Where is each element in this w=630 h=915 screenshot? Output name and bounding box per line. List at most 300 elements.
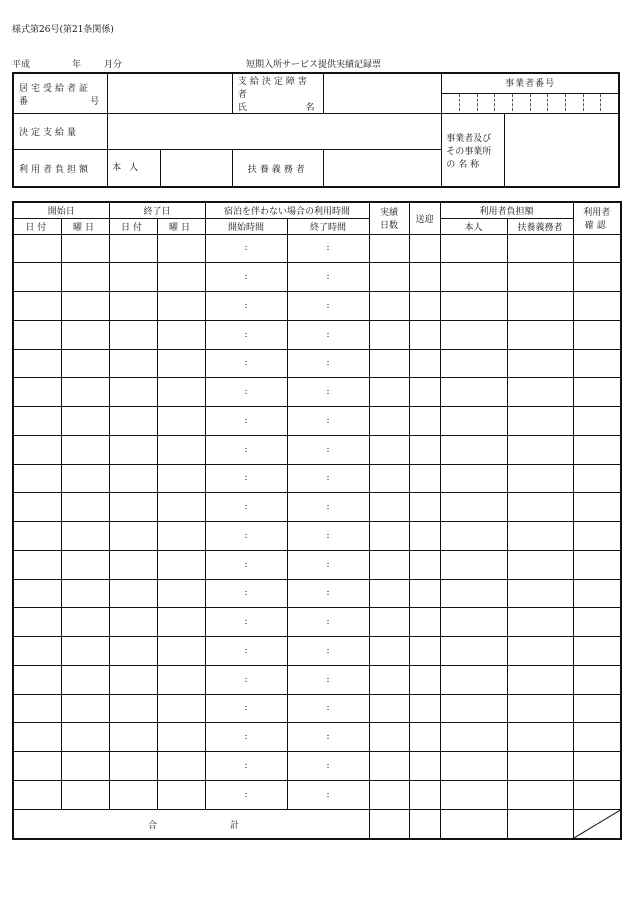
start-date-cell[interactable]	[13, 378, 61, 407]
start-date-cell[interactable]	[13, 579, 61, 608]
days-cell[interactable]	[369, 493, 409, 522]
transport-cell[interactable]	[409, 723, 440, 752]
start-time-cell[interactable]	[205, 694, 287, 723]
start-date-cell[interactable]	[13, 608, 61, 637]
start-weekday-cell[interactable]	[61, 320, 109, 349]
time-colon: :	[244, 760, 248, 771]
time-colon: :	[244, 444, 248, 455]
self-burden-cell[interactable]	[440, 579, 507, 608]
self-burden-cell	[108, 150, 233, 188]
confirm-cell[interactable]	[573, 608, 621, 637]
start-time-cell[interactable]	[205, 752, 287, 781]
end-time-cell[interactable]	[287, 665, 369, 694]
provider-name-field[interactable]	[504, 114, 619, 188]
transport-cell[interactable]	[409, 752, 440, 781]
end-date-cell[interactable]	[109, 723, 157, 752]
days-cell[interactable]	[369, 320, 409, 349]
end-time-cell[interactable]	[287, 435, 369, 464]
start-weekday-cell[interactable]	[61, 579, 109, 608]
confirm-cell[interactable]	[573, 292, 621, 321]
transport-cell[interactable]	[409, 637, 440, 666]
self-burden-cell[interactable]	[440, 665, 507, 694]
end-weekday-cell[interactable]	[157, 234, 205, 263]
end-date-cell[interactable]	[109, 752, 157, 781]
confirm-cell[interactable]	[573, 780, 621, 809]
start-time-cell[interactable]	[205, 665, 287, 694]
time-colon: :	[244, 674, 248, 685]
days-cell[interactable]	[369, 694, 409, 723]
end-date-cell[interactable]	[109, 263, 157, 292]
start-date-cell[interactable]	[13, 522, 61, 551]
decided-amount-field[interactable]	[108, 114, 442, 150]
time-colon: :	[244, 617, 248, 628]
end-time-cell[interactable]	[287, 493, 369, 522]
self-burden-cell[interactable]	[440, 637, 507, 666]
start-time-cell[interactable]	[205, 263, 287, 292]
start-weekday-cell[interactable]	[61, 464, 109, 493]
confirm-cell[interactable]	[573, 665, 621, 694]
start-weekday-cell[interactable]	[61, 407, 109, 436]
guardian-burden-cell[interactable]	[507, 637, 573, 666]
days-cell[interactable]	[369, 435, 409, 464]
self-label: 本人	[108, 150, 161, 186]
time-colon: :	[326, 444, 330, 455]
record-row	[13, 723, 621, 752]
end-weekday-cell[interactable]	[157, 723, 205, 752]
start-time-cell[interactable]	[205, 435, 287, 464]
confirm-cell[interactable]	[573, 723, 621, 752]
record-row	[13, 464, 621, 493]
record-row	[13, 579, 621, 608]
year-label: 年	[72, 60, 82, 70]
recipient-number-field[interactable]	[108, 73, 233, 114]
provider-number-label: 事業者番号	[442, 76, 618, 94]
time-colon: :	[244, 329, 248, 340]
total-label: 合 計	[13, 809, 369, 839]
start-date-cell[interactable]	[13, 435, 61, 464]
self-burden-cell[interactable]	[440, 407, 507, 436]
time-colon: :	[326, 674, 330, 685]
end-weekday-cell[interactable]	[157, 522, 205, 551]
self-burden-cell[interactable]	[440, 723, 507, 752]
end-date-cell[interactable]	[109, 579, 157, 608]
time-colon: :	[244, 243, 248, 254]
days-cell[interactable]	[369, 665, 409, 694]
time-colon: :	[326, 300, 330, 311]
start-time-cell[interactable]	[205, 522, 287, 551]
time-colon: :	[326, 502, 330, 513]
self-burden-cell[interactable]	[440, 435, 507, 464]
time-colon: :	[244, 645, 248, 656]
record-row	[13, 780, 621, 809]
total-transport[interactable]	[409, 809, 440, 839]
start-weekday-cell[interactable]	[61, 292, 109, 321]
end-time-cell[interactable]	[287, 234, 369, 263]
self-burden-cell[interactable]	[440, 752, 507, 781]
start-date-cell[interactable]	[13, 349, 61, 378]
end-date-cell[interactable]	[109, 694, 157, 723]
start-weekday-cell[interactable]	[61, 752, 109, 781]
end-weekday-cell[interactable]	[157, 694, 205, 723]
guardian-burden-cell[interactable]	[507, 349, 573, 378]
start-date-cell[interactable]	[13, 234, 61, 263]
end-weekday-cell[interactable]	[157, 435, 205, 464]
start-date-cell[interactable]	[13, 780, 61, 809]
time-colon: :	[244, 732, 248, 743]
confirm-cell[interactable]	[573, 464, 621, 493]
guardian-burden-cell[interactable]	[507, 435, 573, 464]
usage-time-header: 宿泊を伴わない場合の利用時間	[205, 202, 369, 218]
provider-number-cell	[442, 73, 619, 114]
guardian-burden-cell[interactable]	[507, 608, 573, 637]
start-weekday-cell[interactable]	[61, 637, 109, 666]
recipient-number-label: 居宅受給者証 番 号	[13, 73, 108, 114]
end-time-cell[interactable]	[287, 780, 369, 809]
start-weekday-cell[interactable]	[61, 780, 109, 809]
end-date-cell[interactable]	[109, 665, 157, 694]
confirm-cell[interactable]	[573, 752, 621, 781]
end-date-col: 日付	[109, 218, 157, 234]
start-date-cell[interactable]	[13, 637, 61, 666]
start-weekday-cell[interactable]	[61, 349, 109, 378]
guardian-burden-cell[interactable]	[507, 378, 573, 407]
start-time-cell[interactable]	[205, 320, 287, 349]
end-date-cell[interactable]	[109, 378, 157, 407]
self-burden-cell[interactable]	[440, 349, 507, 378]
start-weekday-cell[interactable]	[61, 665, 109, 694]
record-row	[13, 378, 621, 407]
days-cell[interactable]	[369, 234, 409, 263]
guardian-burden-field[interactable]	[323, 150, 442, 188]
start-date-cell[interactable]	[13, 320, 61, 349]
total-confirm-crossed	[573, 809, 621, 839]
days-cell[interactable]	[369, 752, 409, 781]
self-burden-cell[interactable]	[440, 378, 507, 407]
time-colon: :	[244, 559, 248, 570]
record-row	[13, 263, 621, 292]
start-weekday-cell[interactable]	[61, 234, 109, 263]
recipient-info-table	[12, 72, 620, 188]
time-colon: :	[326, 473, 330, 484]
end-time-cell[interactable]	[287, 378, 369, 407]
self-burden-cell[interactable]	[440, 464, 507, 493]
end-weekday-cell[interactable]	[157, 378, 205, 407]
time-colon: :	[326, 559, 330, 570]
guardian-burden-cell[interactable]	[507, 493, 573, 522]
guardian-burden-cell[interactable]	[507, 292, 573, 321]
guardian-burden-cell[interactable]	[507, 694, 573, 723]
end-time-col: 終了時間	[287, 218, 369, 234]
time-colon: :	[244, 502, 248, 513]
transport-cell[interactable]	[409, 435, 440, 464]
self-burden-cell[interactable]	[440, 234, 507, 263]
start-date-cell[interactable]	[13, 752, 61, 781]
confirm-cell[interactable]	[573, 234, 621, 263]
time-colon: :	[244, 588, 248, 599]
time-colon: :	[244, 530, 248, 541]
days-cell[interactable]	[369, 292, 409, 321]
end-time-cell[interactable]	[287, 263, 369, 292]
end-weekday-cell[interactable]	[157, 493, 205, 522]
start-date-cell[interactable]	[13, 263, 61, 292]
start-date-cell[interactable]	[13, 723, 61, 752]
month-label: 月分	[104, 60, 123, 70]
self-burden-cell[interactable]	[440, 493, 507, 522]
end-weekday-cell[interactable]	[157, 320, 205, 349]
days-cell[interactable]	[369, 550, 409, 579]
guardian-burden-cell[interactable]	[507, 723, 573, 752]
end-time-cell[interactable]	[287, 694, 369, 723]
self-burden-col: 本人	[440, 218, 507, 234]
guardian-burden-cell[interactable]	[507, 464, 573, 493]
guardian-burden-cell[interactable]	[507, 522, 573, 551]
start-date-cell[interactable]	[13, 665, 61, 694]
end-date-cell[interactable]	[109, 435, 157, 464]
time-colon: :	[326, 588, 330, 599]
start-date-cell[interactable]	[13, 292, 61, 321]
self-burden-cell[interactable]	[440, 522, 507, 551]
end-weekday-cell[interactable]	[157, 752, 205, 781]
transport-cell[interactable]	[409, 522, 440, 551]
burden-header: 利用者負担額	[440, 202, 573, 218]
confirm-cell[interactable]	[573, 263, 621, 292]
end-date-cell[interactable]	[109, 349, 157, 378]
start-time-cell[interactable]	[205, 349, 287, 378]
end-date-cell[interactable]	[109, 407, 157, 436]
confirm-cell[interactable]	[573, 579, 621, 608]
days-cell[interactable]	[369, 579, 409, 608]
days-cell[interactable]	[369, 608, 409, 637]
end-date-cell[interactable]	[109, 320, 157, 349]
time-colon: :	[326, 329, 330, 340]
days-cell[interactable]	[369, 780, 409, 809]
end-time-cell[interactable]	[287, 608, 369, 637]
end-date-cell[interactable]	[109, 522, 157, 551]
transport-cell[interactable]	[409, 378, 440, 407]
end-time-cell[interactable]	[287, 550, 369, 579]
transport-cell[interactable]	[409, 550, 440, 579]
guardian-burden-cell[interactable]	[507, 780, 573, 809]
total-guardian-burden[interactable]	[507, 809, 573, 839]
start-time-cell[interactable]	[205, 608, 287, 637]
time-colon: :	[244, 300, 248, 311]
confirm-cell[interactable]	[573, 694, 621, 723]
time-colon: :	[326, 243, 330, 254]
self-burden-field[interactable]	[161, 150, 232, 186]
self-burden-cell[interactable]	[440, 694, 507, 723]
end-date-header: 終了日	[109, 202, 205, 218]
record-row	[13, 665, 621, 694]
total-days[interactable]	[369, 809, 409, 839]
self-burden-cell[interactable]	[440, 320, 507, 349]
transport-cell[interactable]	[409, 349, 440, 378]
end-weekday-cell[interactable]	[157, 349, 205, 378]
start-date-cell[interactable]	[13, 464, 61, 493]
start-date-cell[interactable]	[13, 550, 61, 579]
end-time-cell[interactable]	[287, 464, 369, 493]
transport-cell[interactable]	[409, 780, 440, 809]
total-self-burden[interactable]	[440, 809, 507, 839]
time-colon: :	[326, 645, 330, 656]
end-date-cell[interactable]	[109, 608, 157, 637]
transport-cell[interactable]	[409, 665, 440, 694]
self-burden-cell[interactable]	[440, 780, 507, 809]
confirm-cell[interactable]	[573, 378, 621, 407]
guardian-burden-cell[interactable]	[507, 320, 573, 349]
start-weekday-cell[interactable]	[61, 522, 109, 551]
start-time-cell[interactable]	[205, 493, 287, 522]
end-date-cell[interactable]	[109, 637, 157, 666]
end-weekday-cell[interactable]	[157, 579, 205, 608]
start-time-cell[interactable]	[205, 464, 287, 493]
transport-cell[interactable]	[409, 234, 440, 263]
end-time-cell[interactable]	[287, 752, 369, 781]
end-time-cell[interactable]	[287, 522, 369, 551]
start-date-cell[interactable]	[13, 493, 61, 522]
transport-cell[interactable]	[409, 407, 440, 436]
end-time-cell[interactable]	[287, 579, 369, 608]
time-colon: :	[326, 617, 330, 628]
guardian-burden-cell[interactable]	[507, 665, 573, 694]
start-time-col: 開始時間	[205, 218, 287, 234]
confirm-cell[interactable]	[573, 435, 621, 464]
end-weekday-cell[interactable]	[157, 780, 205, 809]
start-weekday-cell[interactable]	[61, 723, 109, 752]
end-weekday-cell[interactable]	[157, 608, 205, 637]
start-weekday-cell[interactable]	[61, 493, 109, 522]
days-cell[interactable]	[369, 464, 409, 493]
end-time-cell[interactable]	[287, 349, 369, 378]
start-date-cell[interactable]	[13, 407, 61, 436]
record-row	[13, 292, 621, 321]
transport-cell[interactable]	[409, 493, 440, 522]
start-weekday-cell[interactable]	[61, 694, 109, 723]
end-weekday-cell[interactable]	[157, 665, 205, 694]
transport-cell[interactable]	[409, 292, 440, 321]
end-weekday-cell[interactable]	[157, 263, 205, 292]
end-time-cell[interactable]	[287, 320, 369, 349]
confirm-cell[interactable]	[573, 349, 621, 378]
days-cell[interactable]	[369, 723, 409, 752]
transport-cell[interactable]	[409, 579, 440, 608]
start-weekday-cell[interactable]	[61, 550, 109, 579]
guardian-burden-cell[interactable]	[507, 407, 573, 436]
end-date-cell[interactable]	[109, 780, 157, 809]
self-burden-cell[interactable]	[440, 608, 507, 637]
form-title: 短期入所サービス提供実績記録票	[246, 60, 382, 70]
record-row	[13, 435, 621, 464]
guardian-burden-cell[interactable]	[507, 752, 573, 781]
days-cell[interactable]	[369, 637, 409, 666]
actual-days-header: 実績 日数	[369, 202, 409, 234]
start-time-cell[interactable]	[205, 292, 287, 321]
start-time-cell[interactable]	[205, 234, 287, 263]
start-time-cell[interactable]	[205, 723, 287, 752]
time-colon: :	[326, 387, 330, 398]
self-burden-cell[interactable]	[440, 550, 507, 579]
time-colon: :	[326, 530, 330, 541]
transport-cell[interactable]	[409, 608, 440, 637]
form-number: 様式第26号(第21条関係)	[12, 25, 114, 35]
self-burden-cell[interactable]	[440, 263, 507, 292]
provider-number-field[interactable]	[442, 94, 618, 111]
end-weekday-cell[interactable]	[157, 464, 205, 493]
time-colon: :	[326, 415, 330, 426]
start-time-cell[interactable]	[205, 637, 287, 666]
confirm-cell[interactable]	[573, 522, 621, 551]
end-time-cell[interactable]	[287, 723, 369, 752]
transport-cell[interactable]	[409, 464, 440, 493]
confirm-cell[interactable]	[573, 407, 621, 436]
service-record-table	[12, 201, 622, 840]
end-time-cell[interactable]	[287, 292, 369, 321]
record-row	[13, 637, 621, 666]
end-weekday-cell[interactable]	[157, 407, 205, 436]
start-weekday-cell[interactable]	[61, 435, 109, 464]
end-date-cell[interactable]	[109, 234, 157, 263]
confirm-cell[interactable]	[573, 320, 621, 349]
end-date-cell[interactable]	[109, 493, 157, 522]
end-time-cell[interactable]	[287, 637, 369, 666]
record-row	[13, 752, 621, 781]
end-date-cell[interactable]	[109, 464, 157, 493]
start-weekday-cell[interactable]	[61, 608, 109, 637]
start-time-cell[interactable]	[205, 407, 287, 436]
end-time-cell[interactable]	[287, 407, 369, 436]
start-time-cell[interactable]	[205, 550, 287, 579]
start-time-cell[interactable]	[205, 579, 287, 608]
guardian-burden-cell[interactable]	[507, 234, 573, 263]
time-colon: :	[244, 415, 248, 426]
days-cell[interactable]	[369, 263, 409, 292]
time-colon: :	[244, 473, 248, 484]
time-colon: :	[244, 358, 248, 369]
start-time-cell[interactable]	[205, 780, 287, 809]
end-date-cell[interactable]	[109, 292, 157, 321]
days-cell[interactable]	[369, 378, 409, 407]
guardian-burden-col: 扶養義務者	[507, 218, 573, 234]
start-weekday-cell[interactable]	[61, 378, 109, 407]
days-cell[interactable]	[369, 407, 409, 436]
end-date-cell[interactable]	[109, 550, 157, 579]
end-weekday-cell[interactable]	[157, 292, 205, 321]
transport-cell[interactable]	[409, 694, 440, 723]
confirm-cell[interactable]	[573, 550, 621, 579]
transport-cell[interactable]	[409, 320, 440, 349]
guardian-burden-cell[interactable]	[507, 263, 573, 292]
guardian-burden-cell[interactable]	[507, 550, 573, 579]
start-time-cell[interactable]	[205, 378, 287, 407]
guardian-burden-cell[interactable]	[507, 579, 573, 608]
decided-person-field[interactable]	[323, 73, 442, 114]
transport-header: 送迎	[409, 202, 440, 234]
start-weekday-cell[interactable]	[61, 263, 109, 292]
time-colon: :	[244, 387, 248, 398]
end-weekday-cell[interactable]	[157, 550, 205, 579]
end-weekday-col: 曜日	[157, 218, 205, 234]
era-label: 平成	[12, 60, 31, 70]
self-burden-cell[interactable]	[440, 292, 507, 321]
transport-cell[interactable]	[409, 263, 440, 292]
start-date-cell[interactable]	[13, 694, 61, 723]
confirm-cell[interactable]	[573, 637, 621, 666]
days-cell[interactable]	[369, 349, 409, 378]
guardian-label: 扶養義務者	[232, 150, 323, 188]
record-row	[13, 694, 621, 723]
end-weekday-cell[interactable]	[157, 637, 205, 666]
days-cell[interactable]	[369, 522, 409, 551]
confirm-cell[interactable]	[573, 493, 621, 522]
